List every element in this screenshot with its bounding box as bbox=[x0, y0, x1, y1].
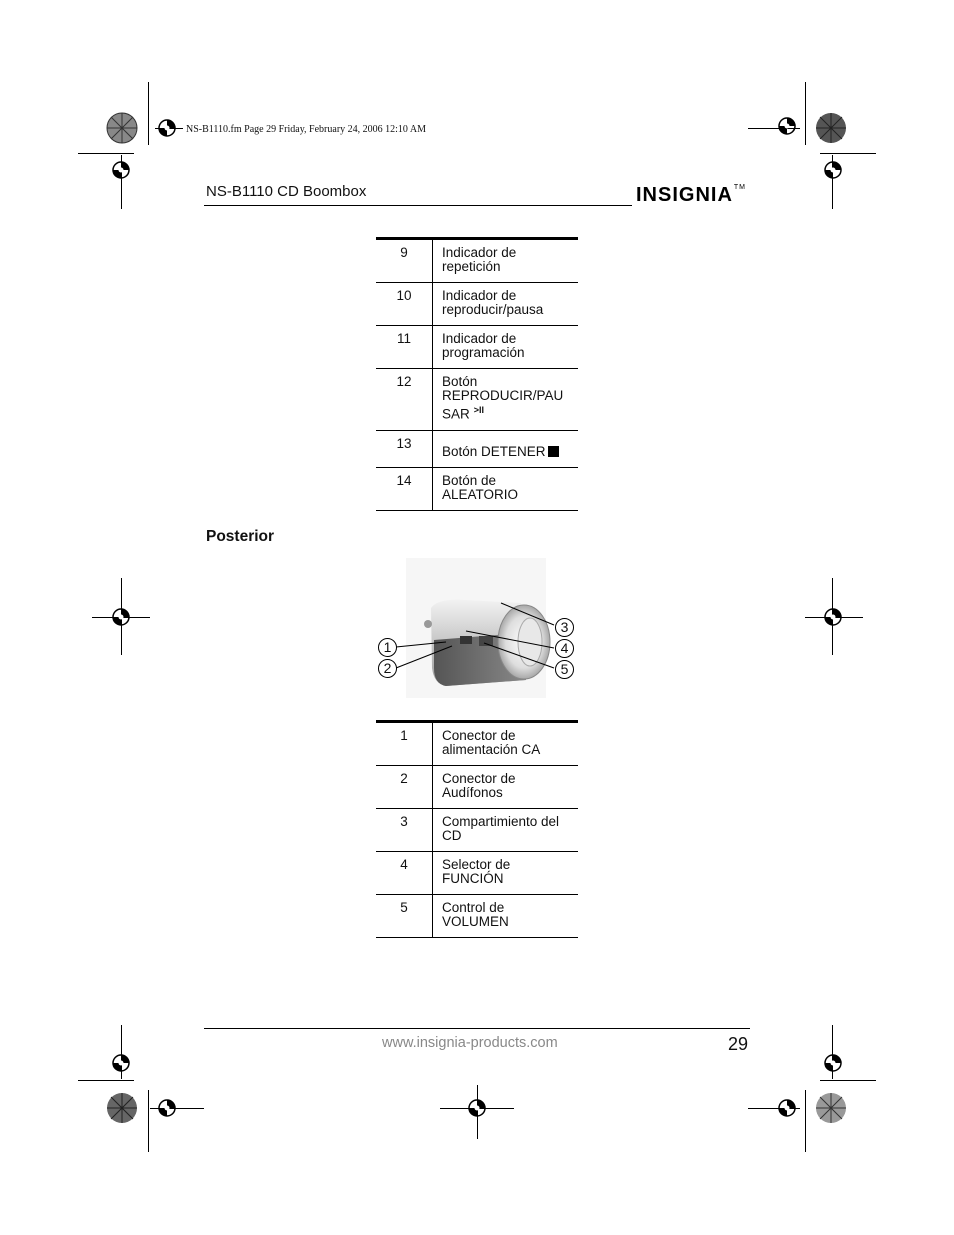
description-line bbox=[442, 389, 578, 403]
starburst-target-icon bbox=[106, 112, 138, 144]
table-row bbox=[376, 239, 578, 283]
table-row bbox=[376, 430, 578, 467]
file-slug: NS-B1110.fm Page 29 Friday, February 24, 2006 12:10 AM bbox=[186, 124, 426, 135]
description-line bbox=[442, 246, 578, 260]
description-text: Compartimiento del bbox=[442, 814, 560, 829]
item-description bbox=[433, 326, 579, 369]
description-line bbox=[442, 815, 578, 829]
registration-crosshair-icon bbox=[821, 605, 845, 629]
table-row bbox=[376, 895, 578, 938]
description-line bbox=[442, 375, 578, 389]
item-number: 11 bbox=[376, 326, 433, 369]
description-text: CD bbox=[442, 828, 462, 843]
description-line bbox=[442, 403, 578, 422]
description-line bbox=[442, 829, 578, 843]
header-title: NS-B1110 CD Boombox bbox=[206, 183, 367, 200]
table-row bbox=[376, 283, 578, 326]
item-description bbox=[433, 895, 579, 938]
description-line bbox=[442, 872, 578, 886]
description-text: Audífonos bbox=[442, 785, 503, 800]
item-number: 12 bbox=[376, 369, 433, 431]
description-text: Botón de bbox=[442, 472, 497, 488]
description-line bbox=[442, 289, 578, 303]
component-table-front bbox=[376, 237, 578, 511]
registration-crosshair-icon bbox=[109, 605, 133, 629]
callout-1: 1 bbox=[378, 638, 397, 657]
item-number: 4 bbox=[376, 852, 433, 895]
item-number: 10 bbox=[376, 283, 433, 326]
section-heading: Posterior bbox=[206, 528, 275, 545]
item-description bbox=[433, 766, 579, 809]
item-description bbox=[433, 722, 579, 766]
description-text: SAR bbox=[442, 406, 470, 422]
item-number: 1 bbox=[376, 722, 433, 766]
table-row bbox=[376, 766, 578, 809]
description-line bbox=[442, 445, 578, 459]
description-text: Botón bbox=[442, 374, 478, 389]
footer-url[interactable]: www.insignia-products.com bbox=[382, 1035, 558, 1051]
item-number: 14 bbox=[376, 467, 433, 510]
boombox-rear-figure bbox=[376, 558, 576, 698]
description-text: Selector de bbox=[442, 857, 511, 872]
insignia-logo bbox=[636, 184, 746, 207]
table-row bbox=[376, 722, 578, 766]
description-line bbox=[442, 786, 578, 800]
description-line bbox=[442, 303, 578, 317]
description-text: Conector de bbox=[442, 728, 516, 743]
description-text: Botón DETENER bbox=[442, 443, 546, 459]
play-pause-icon: >II bbox=[473, 405, 485, 415]
description-text: alimentación CA bbox=[442, 742, 541, 757]
callout-5: 5 bbox=[555, 660, 574, 679]
description-text: Indicador de bbox=[442, 288, 517, 303]
item-number: 13 bbox=[376, 430, 433, 467]
description-text: Indicador de bbox=[442, 331, 517, 346]
page-number: 29 bbox=[728, 1034, 749, 1054]
description-text: reproducir/pausa bbox=[442, 302, 544, 317]
item-number: 9 bbox=[376, 239, 433, 283]
starburst-target-icon bbox=[815, 1092, 847, 1124]
item-description bbox=[433, 369, 579, 431]
table-row bbox=[376, 852, 578, 895]
description-line bbox=[442, 915, 578, 929]
item-description bbox=[433, 283, 579, 326]
description-text: programación bbox=[442, 345, 525, 360]
item-description bbox=[433, 852, 579, 895]
header-rule bbox=[204, 205, 632, 206]
footer-rule bbox=[204, 1028, 750, 1029]
registration-crosshair-icon bbox=[155, 1096, 179, 1120]
item-number: 2 bbox=[376, 766, 433, 809]
registration-crosshair-icon bbox=[465, 1096, 489, 1120]
description-text: Conector de bbox=[442, 771, 516, 786]
description-text: VOLUMEN bbox=[442, 914, 509, 929]
starburst-target-icon bbox=[106, 1092, 138, 1124]
description-text: Indicador de bbox=[442, 245, 517, 260]
description-line bbox=[442, 772, 578, 786]
stop-icon bbox=[548, 446, 559, 457]
description-line bbox=[442, 332, 578, 346]
registration-crosshair-icon bbox=[109, 158, 133, 182]
description-line bbox=[442, 346, 578, 360]
starburst-target-icon bbox=[815, 112, 847, 144]
table-row bbox=[376, 369, 578, 431]
item-number: 5 bbox=[376, 895, 433, 938]
registration-crosshair-icon bbox=[155, 116, 179, 140]
description-line bbox=[442, 858, 578, 872]
description-line bbox=[442, 260, 578, 274]
description-text: FUNCIÓN bbox=[442, 871, 504, 886]
description-text: REPRODUCIR/PAU bbox=[442, 388, 564, 403]
callout-2: 2 bbox=[378, 659, 397, 678]
callout-4: 4 bbox=[555, 639, 574, 658]
description-text: ALEATORIO bbox=[442, 486, 519, 502]
callout-3: 3 bbox=[555, 618, 574, 637]
logo-text: INSIGNIA bbox=[636, 184, 733, 206]
table-row bbox=[376, 809, 578, 852]
item-description bbox=[433, 467, 579, 510]
item-description bbox=[433, 239, 579, 283]
boombox-photo bbox=[376, 558, 576, 698]
description-line bbox=[442, 488, 578, 502]
description-text: Control de bbox=[442, 900, 505, 915]
item-description bbox=[433, 430, 579, 467]
description-text: repetición bbox=[442, 259, 501, 274]
registration-crosshair-icon bbox=[775, 114, 799, 138]
table-row bbox=[376, 467, 578, 510]
description-line bbox=[442, 474, 578, 488]
component-table-rear bbox=[376, 720, 578, 938]
registration-crosshair-icon bbox=[109, 1051, 133, 1075]
registration-crosshair-icon bbox=[821, 1051, 845, 1075]
item-description bbox=[433, 809, 579, 852]
table-row bbox=[376, 326, 578, 369]
description-line bbox=[442, 901, 578, 915]
description-line bbox=[442, 729, 578, 743]
description-line bbox=[442, 743, 578, 757]
trademark-symbol: TM bbox=[733, 184, 747, 191]
registration-crosshair-icon bbox=[775, 1096, 799, 1120]
registration-crosshair-icon bbox=[821, 158, 845, 182]
item-number: 3 bbox=[376, 809, 433, 852]
